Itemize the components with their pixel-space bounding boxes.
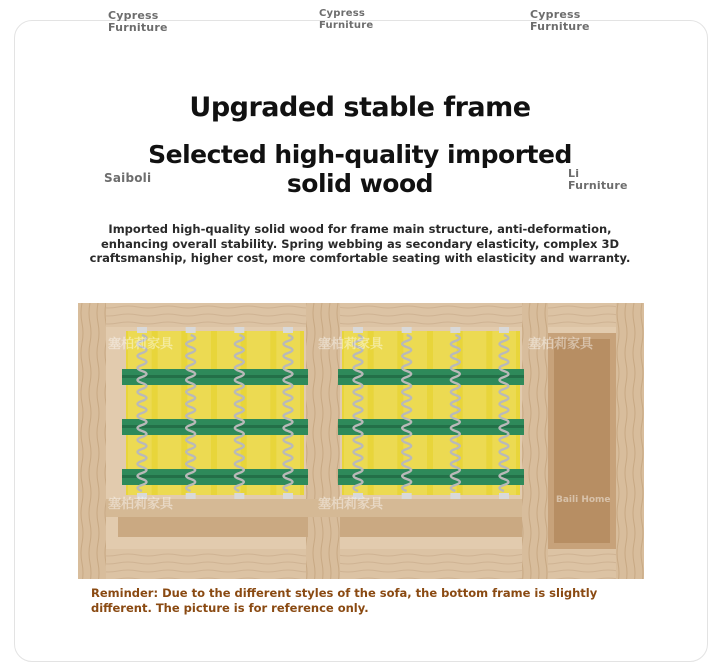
frame-bottom-rail <box>78 549 644 579</box>
spring-clip <box>234 493 244 499</box>
strap-stitch <box>338 425 524 428</box>
strap-stitch <box>122 475 308 478</box>
page-heading: Upgraded stable frame <box>189 92 531 123</box>
watermark-line: Li <box>568 167 580 180</box>
frame-left-post <box>78 303 106 579</box>
watermark-line: Furniture <box>530 20 590 33</box>
watermark-line: Cypress <box>319 8 366 19</box>
spring-clip <box>234 327 244 333</box>
watermark-mid-left: Saiboli <box>104 171 152 185</box>
watermark-line: Cypress <box>530 8 581 21</box>
frame-top-rail <box>78 303 644 327</box>
lower-slot-right <box>340 517 522 537</box>
reminder-text: Reminder: Due to the different styles of the sofa, the bottom frame is slightly different. The picture is for reference only. <box>91 586 598 615</box>
watermark-line: Furniture <box>568 179 628 192</box>
spring-clip <box>450 493 460 499</box>
spring-clip <box>499 327 509 333</box>
subheading-line: Selected high-quality imported <box>148 140 572 169</box>
spring-clip <box>283 327 293 333</box>
spring-clip <box>186 493 196 499</box>
seat-panel-left <box>122 327 308 499</box>
watermark-top-center <box>319 8 373 32</box>
strap-stitch <box>122 375 308 378</box>
spring-clip <box>283 493 293 499</box>
subheading-line: solid wood <box>286 169 434 198</box>
spring-clip <box>499 493 509 499</box>
spring-clip <box>186 327 196 333</box>
side-compartment-inner <box>554 339 610 543</box>
lower-slot-left <box>118 517 308 537</box>
strap-stitch <box>338 475 524 478</box>
photo-watermark: 塞柏莉家具 <box>108 497 174 512</box>
watermark-line: Furniture <box>319 20 374 31</box>
photo-watermark: 塞柏莉家具 <box>108 337 174 352</box>
page-subheading <box>0 140 720 198</box>
photo-watermark: 塞柏莉家具 <box>318 497 384 512</box>
watermark-line: Furniture <box>108 21 168 34</box>
photo-watermark: 塞柏莉家具 <box>318 337 384 352</box>
spring-clip <box>450 327 460 333</box>
watermark-top-left <box>108 10 168 34</box>
photo-watermark: 塞柏莉家具 <box>528 337 594 352</box>
spring-clip <box>402 327 412 333</box>
frame-right-post <box>616 303 644 579</box>
frame-photo <box>78 303 644 579</box>
description-text: Imported high-quality solid wood for frame main structure, anti-deformation, enhancing overall stability. Spring webbing as secondary elasticity, complex 3D craftsmanship, higher cost, more comfortable seating with elasticity and warranty. <box>89 222 631 265</box>
watermark-top-right <box>530 9 590 33</box>
watermark-line: Cypress <box>108 9 159 22</box>
strap-stitch <box>338 375 524 378</box>
seat-panel-right <box>338 327 524 499</box>
spring-clip <box>402 493 412 499</box>
photo-watermark: Baili Home <box>556 495 611 505</box>
strap-stitch <box>122 425 308 428</box>
